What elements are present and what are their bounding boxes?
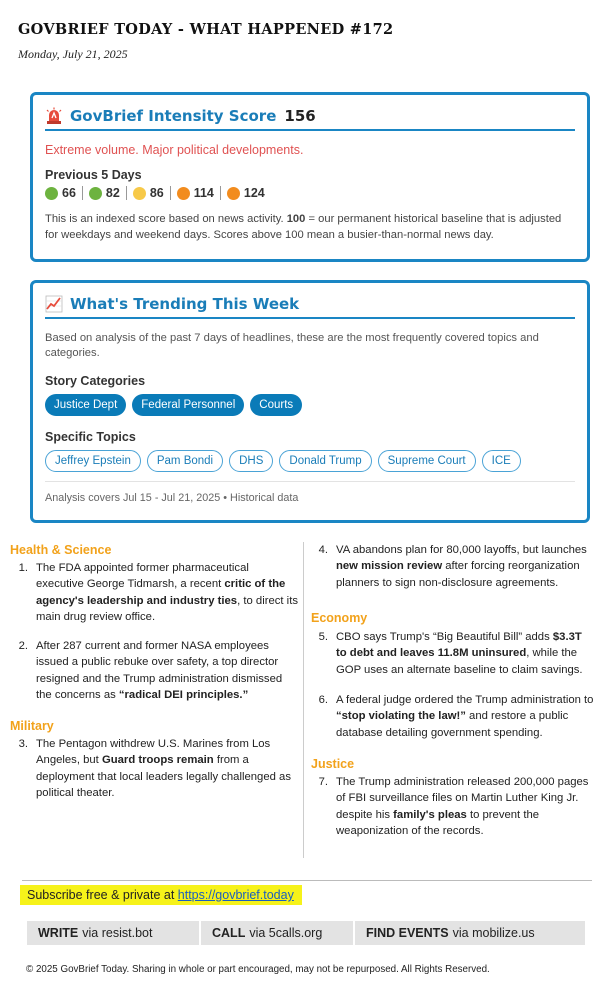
siren-icon [45, 107, 63, 125]
categories-label: Story Categories [45, 374, 146, 388]
column-divider [303, 542, 304, 858]
category-pill[interactable]: Federal Personnel [132, 394, 244, 416]
topic-pill[interactable]: Donald Trump [279, 450, 371, 472]
page-date: Monday, July 21, 2025 [18, 47, 128, 61]
topic-pill[interactable]: Jeffrey Epstein [45, 450, 141, 472]
copyright-notice: © 2025 GovBrief Today. Sharing in whole or part encouraged, may not be repurposed. All Rights Reserved. [26, 964, 490, 975]
analysis-note: Analysis covers Jul 15 - Jul 21, 2025 • Historical data [45, 481, 575, 504]
intensity-card [30, 92, 590, 262]
intensity-header [45, 107, 575, 131]
call-cta[interactable]: CALL via 5calls.org [199, 921, 353, 945]
write-cta[interactable]: WRITE via resist.bot [27, 921, 199, 945]
previous-days-label: Previous 5 Days [45, 168, 142, 182]
intensity-title: GovBrief Intensity Score [70, 107, 277, 125]
topic-pill[interactable]: Pam Bondi [147, 450, 223, 472]
status-dot-icon [177, 187, 190, 200]
intensity-description: This is an indexed score based on news activity. 100 = our permanent historical baseline that is adjusted for weekdays and weekend days. Scores above 100 mean a busier-than-normal news day. [45, 213, 562, 241]
trending-title: What's Trending This Week [70, 295, 300, 313]
day-score: 66 [45, 186, 76, 200]
status-dot-icon [89, 187, 102, 200]
topic-list [45, 450, 575, 472]
page-title: GOVBRIEF TODAY - WHAT HAPPENED #172 [18, 21, 394, 38]
category-pill[interactable]: Courts [250, 394, 302, 416]
topic-pill[interactable]: DHS [229, 450, 273, 472]
trending-card [30, 280, 590, 523]
intensity-score: 156 [284, 107, 316, 125]
subscribe-banner: Subscribe free & private at https://govbrief.today [20, 885, 302, 905]
section-heading-military: Military [10, 719, 54, 733]
topic-pill[interactable]: Supreme Court [378, 450, 476, 472]
chart-increasing-icon [45, 295, 63, 313]
section-heading-economy: Economy [311, 611, 368, 625]
subscribe-link[interactable]: https://govbrief.today [177, 888, 294, 902]
status-dot-icon [45, 187, 58, 200]
section-heading-health: Health & Science [10, 543, 112, 557]
day-score: 124 [227, 186, 265, 200]
category-pill[interactable]: Justice Dept [45, 394, 126, 416]
trending-intro: Based on analysis of the past 7 days of headlines, these are the most frequently covered topics and categories. [45, 332, 539, 359]
cta-bar [27, 921, 585, 945]
find-events-cta[interactable]: FIND EVENTS via mobilize.us [353, 921, 585, 945]
previous-days-scores [45, 186, 575, 200]
day-score: 114 [177, 186, 214, 200]
topics-label: Specific Topics [45, 430, 136, 444]
day-score: 86 [133, 186, 164, 200]
category-list [45, 394, 575, 416]
day-score: 82 [89, 186, 120, 200]
status-dot-icon [133, 187, 146, 200]
section-heading-justice: Justice [311, 757, 355, 771]
status-dot-icon [227, 187, 240, 200]
trending-header [45, 295, 575, 319]
footer-divider [22, 880, 592, 881]
topic-pill[interactable]: ICE [482, 450, 521, 472]
intensity-status: Extreme volume. Major political developments. [45, 143, 304, 157]
